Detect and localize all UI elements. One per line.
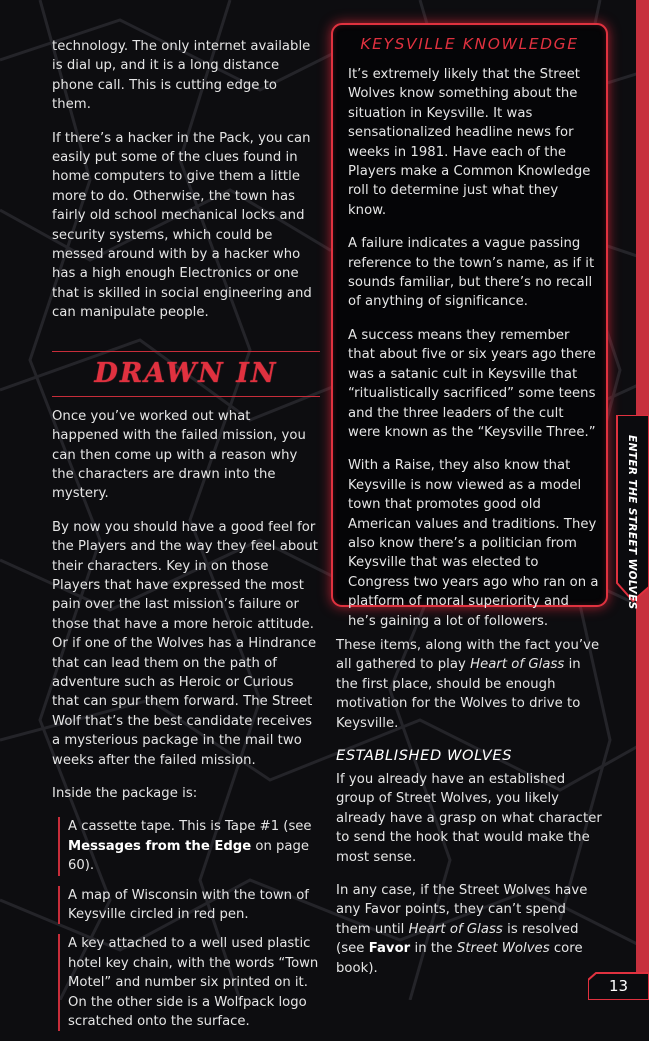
favor-ref: Favor	[368, 941, 411, 957]
page-number: 13	[608, 977, 629, 995]
drawn-in-heading	[52, 351, 320, 397]
chapter-side-tab	[613, 415, 649, 610]
left-column	[52, 37, 320, 1041]
right-column	[336, 636, 604, 992]
side-tab-label: ENTER THE STREET WOLVES	[626, 435, 638, 610]
established-wolves-heading: ESTABLISHED WOLVES	[336, 747, 513, 765]
sidebar-paragraph: A failure indicates a vague passing reference to the town’s name, as if it sounds familiar, but there’s no recall of anything of significance.	[348, 236, 595, 310]
sidebar-paragraph: With a Raise, they also know that Keysville is now viewed as a model town that promotes good old American values and traditions. They also know there’s a politician from Keysville that was elected to Congress two years ago who ran on a platform of moral superiority and he’s gaining a lot of followers.	[348, 458, 599, 629]
hacker-paragraph: If there’s a hacker in the Pack, you can easily put some of the clues found in home computers to give them a little more to do. Otherwise, the town has fairly old school mechanical locks and security systems, which could be messed around with by a hacker who has a high enough Electronics or one that is skilled in social engineering and can manipulate people.	[52, 130, 312, 321]
messages-from-the-edge-ref: Messages from the Edge	[68, 838, 252, 854]
page-number-box	[588, 972, 649, 1000]
package-item-key: A key attached to a well used plastic hotel key chain, with the words “Town Motel” and number six printed on it. On the other side is a Wolfpack logo scratched onto the surface.	[58, 934, 320, 1031]
established-paragraph: If you already have an established group of Street Wolves, you likely already have a grasp on what character to send the hook that would make the most sense.	[336, 772, 602, 865]
keysville-knowledge-sidebar	[331, 23, 608, 629]
package-intro: Inside the package is:	[52, 786, 198, 801]
sidebar-title: KEYSVILLE KNOWLEDGE	[360, 35, 579, 53]
sidebar-paragraph: It’s extremely likely that the Street Wolves know something about the situation in Keysville. It was sensationalized headline news for weeks in 1981. Have each of the Players make a Common Knowledge roll to determine just what they know.	[348, 67, 591, 218]
package-item-tape: A cassette tape. This is Tape #1 (see Messages from the Edge on page 60).	[58, 817, 320, 875]
motivation-paragraph: These items, along with the fact you’ve all gathered to play Heart of Glass in the first place, should be enough motivation for the Wolves to drive to Keysville.	[336, 638, 600, 731]
players-paragraph: By now you should have a good feel for the Players and the way they feel about their characters. Key in on those Players that have expressed the most pain over the last mission’s failure or those that have a more heroic attitude. Or if one of the Wolves has a Hindrance that can lead them on the path of adventure such as Heroic or Curious that can spur them forward. The Street Wolf that’s the best candidate receives a mysterious package in the mail two weeks after the failed mission.	[52, 519, 318, 768]
heart-of-glass-title: Heart of Glass	[470, 657, 565, 673]
package-item-map: A map of Wisconsin with the town of Keysville circled in red pen.	[58, 886, 320, 925]
street-wolves-book-title: Street Wolves	[456, 941, 550, 957]
favor-paragraph: In any case, if the Street Wolves have any Favor points, they can’t spend them until Heart of Glass is resolved (see Favor in the Street Wolves core book).	[336, 883, 588, 976]
sidebar-body	[348, 65, 600, 645]
heart-of-glass-title: Heart of Glass	[408, 921, 503, 937]
sidebar-paragraph: A success means they remember that about five or six years ago there was a satanic cult in Keysville that “ritualistically sacrificed” some teens and the three leaders of the cult were known as the “Keysville Three.”	[348, 327, 596, 440]
drawn-in-paragraph: Once you’ve worked out what happened with the failed mission, you can then come up with a reason why the characters are drawn into the mystery.	[52, 408, 306, 502]
drawn-in-title: DRAWN IN	[94, 357, 278, 389]
intro-paragraph: technology. The only internet available is dial up, and it is a long distance phone call. This is cutting edge to them.	[52, 39, 311, 113]
